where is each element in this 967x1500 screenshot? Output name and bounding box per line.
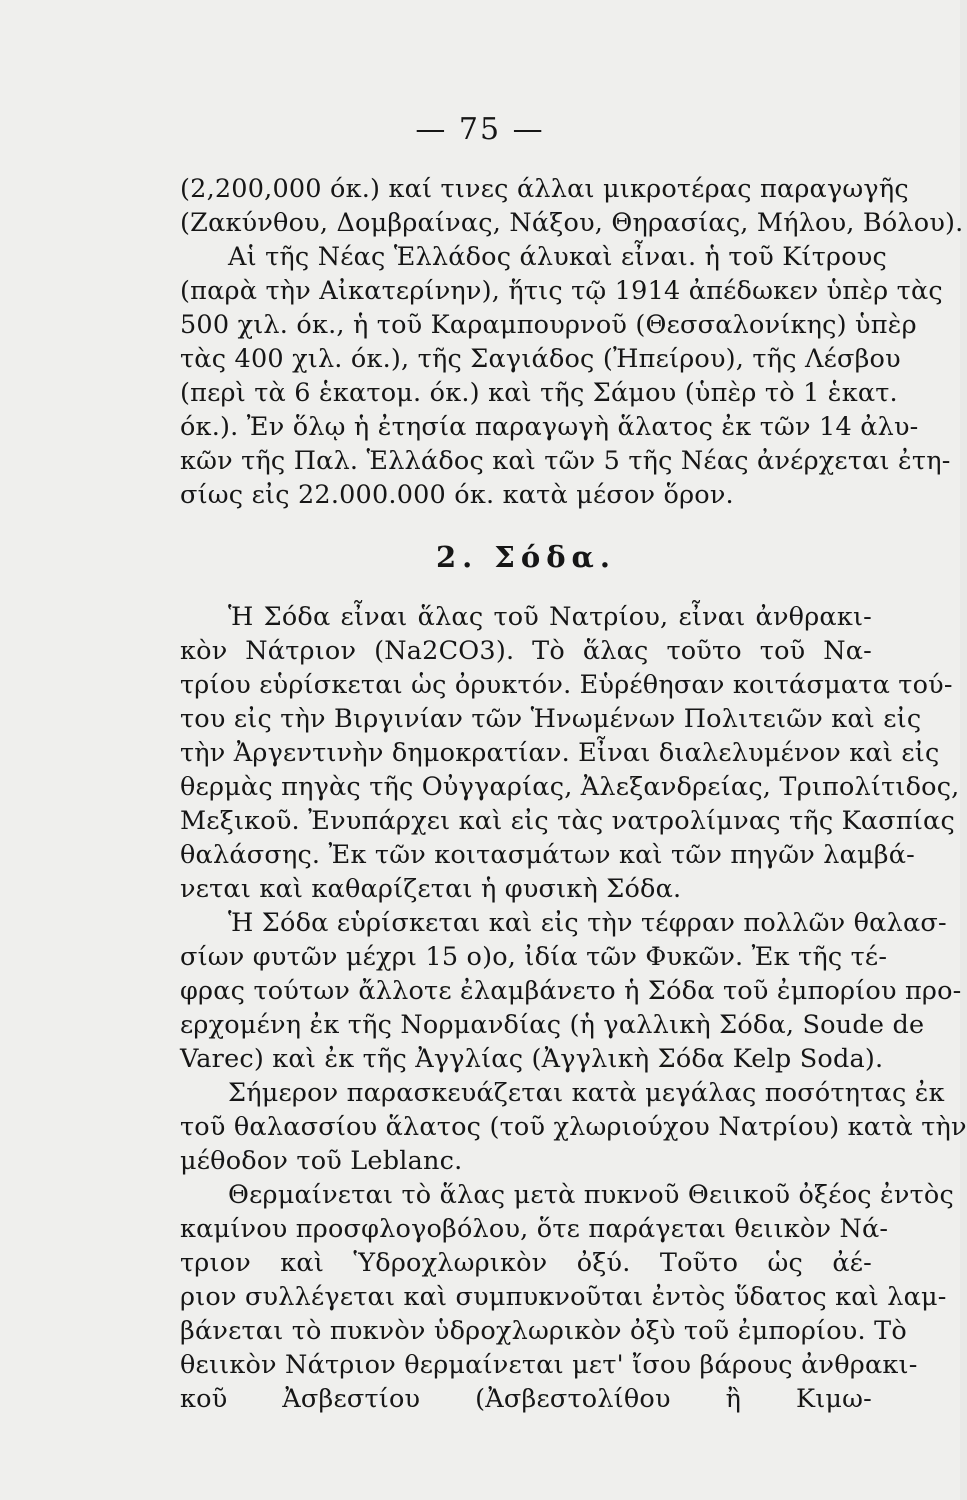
text-line: βάνεται τὸ πυκνὸν ὑδροχλωρικὸν ὀξὺ τοῦ ἐμπορίου. Τὸ bbox=[180, 1316, 907, 1346]
text-line: Σήμερον παρασκευάζεται κατὰ μεγάλας ποσότητας ἐκ bbox=[228, 1078, 945, 1108]
text-line: φρας τούτων ἄλλοτε ἐλαμβάνετο ἡ Σόδα τοῦ ἐμπορίου προ- bbox=[180, 976, 962, 1006]
body-text bbox=[180, 172, 967, 1416]
text-line: κοῦ Ἀσβεστίου (Ἀσβεστολίθου ἢ Κιμω- bbox=[180, 1384, 872, 1414]
text-line: Varec) καὶ ἐκ τῆς Ἀγγλίας (Ἀγγλικὴ Σόδα Kelp Soda). bbox=[180, 1044, 884, 1074]
text-line: νεται καὶ καθαρίζεται ἡ φυσικὴ Σόδα. bbox=[180, 874, 682, 904]
text-line: (περὶ τὰ 6 ἑκατομ. όκ.) καὶ τῆς Σάμου (ὑπὲρ τὸ 1 ἑκατ. bbox=[180, 378, 898, 408]
text-line: 500 χιλ. όκ., ἡ τοῦ Καραμπουρνοῦ (Θεσσαλονίκης) ὑπὲρ bbox=[180, 310, 917, 340]
text-line: Θερμαίνεται τὸ ἅλας μετὰ πυκνοῦ Θειικοῦ ὀξέος ἐντὸς bbox=[228, 1180, 954, 1210]
text-line: θειικὸν Νάτριον θερμαίνεται μετ' ἴσου βάρους ἀνθρακι- bbox=[180, 1350, 918, 1380]
paragraph-leblanc-method bbox=[180, 1076, 967, 1178]
text-line: του εἰς τὴν Βιργινίαν τῶν Ἡνωμένων Πολιτειῶν καὶ εἰς bbox=[180, 704, 922, 734]
text-line: τριον καὶ Ὑδροχλωρικὸν ὀξύ. Τοῦτο ὡς ἀέ- bbox=[180, 1248, 872, 1278]
text-line: μέθοδον τοῦ Leblanc. bbox=[180, 1146, 463, 1176]
text-line: ριον συλλέγεται καὶ συμπυκνοῦται ἐντὸς ὕδατος καὶ λαμ- bbox=[180, 1282, 947, 1312]
section-heading: 2. Σόδα. bbox=[436, 540, 616, 574]
paragraph-salt-production bbox=[180, 172, 964, 512]
text-line: Ἡ Σόδα εἶναι ἅλας τοῦ Νατρίου, εἶναι ἀνθρακι- bbox=[228, 602, 872, 632]
text-line: Μεξικοῦ. Ἐνυπάρχει καὶ εἰς τὰς νατρολίμνας τῆς Κασπίας bbox=[180, 806, 955, 836]
text-line: (2,200,000 όκ.) καί τινες άλλαι μικροτέρας παραγωγῆς bbox=[180, 174, 909, 204]
text-line: κὸν Νάτριον (Na2CO3). Τὸ ἅλας τοῦτο τοῦ Να- bbox=[180, 636, 872, 666]
text-line: (Ζακύνθου, Δομβραίνας, Νάξου, Θηρασίας, Μήλου, Βόλου). bbox=[180, 208, 964, 238]
text-line: Ἡ Σόδα εὑρίσκεται καὶ εἰς τὴν τέφραν πολλῶν θαλασ- bbox=[228, 908, 947, 938]
text-line: (παρὰ τὴν Αἰκατερίνην), ἥτις τῷ 1914 ἀπέδωκεν ὑπὲρ τὰς bbox=[180, 276, 943, 306]
text-line: κῶν τῆς Παλ. Ἑλλάδος καὶ τῶν 5 τῆς Νέας ἀνέρχεται ἐτη- bbox=[180, 446, 951, 476]
text-line: θαλάσσης. Ἐκ τῶν κοιτασμάτων καὶ τῶν πηγῶν λαμβά- bbox=[180, 840, 915, 870]
text-line: σίων φυτῶν μέχρι 15 ο)ο, ἰδία τῶν Φυκῶν. Ἐκ τῆς τέ- bbox=[180, 942, 888, 972]
text-line: ερχομένη ἐκ τῆς Νορμανδίας (ἡ γαλλικὴ Σόδα, Soude de bbox=[180, 1010, 925, 1040]
text-line: θερμὰς πηγὰς τῆς Οὐγγαρίας, Ἀλεξανδρείας, Τριπολίτιδος, bbox=[180, 772, 960, 802]
text-line: καμίνου προσφλογοβόλου, ὅτε παράγεται θειικὸν Νά- bbox=[180, 1214, 889, 1244]
text-line: τρίου εὑρίσκεται ὡς ὀρυκτόν. Εὑρέθησαν κοιτάσματα τού- bbox=[180, 670, 953, 700]
paragraph-soda-definition bbox=[180, 600, 960, 906]
text-line: τὴν Ἀργεντινὴν δημοκρατίαν. Εἶναι διαλελυμένον καὶ εἰς bbox=[180, 738, 940, 768]
text-line: σίως εἰς 22.000.000 όκ. κατὰ μέσον ὅρον. bbox=[180, 480, 734, 510]
paragraph-heating-process bbox=[180, 1178, 954, 1416]
text-line: τοῦ θαλασσίου ἅλατος (τοῦ χλωριούχου Νατρίου) κατὰ τὴν bbox=[180, 1112, 967, 1142]
text-line: Αἱ τῆς Νέας Ἑλλάδος άλυκαὶ εἶναι. ἡ τοῦ Κίτρους bbox=[228, 242, 887, 272]
text-line: τὰς 400 χιλ. όκ.), τῆς Σαγιάδος (Ἠπείρου), τῆς Λέσβου bbox=[180, 344, 901, 374]
page-number: — 75 — bbox=[415, 112, 545, 147]
paragraph-soda-from-ash bbox=[180, 906, 962, 1076]
text-line: όκ.). Ἐν ὅλῳ ἡ ἐτησία παραγωγὴ ἅλατος ἐκ τῶν 14 ἀλυ- bbox=[180, 412, 919, 442]
